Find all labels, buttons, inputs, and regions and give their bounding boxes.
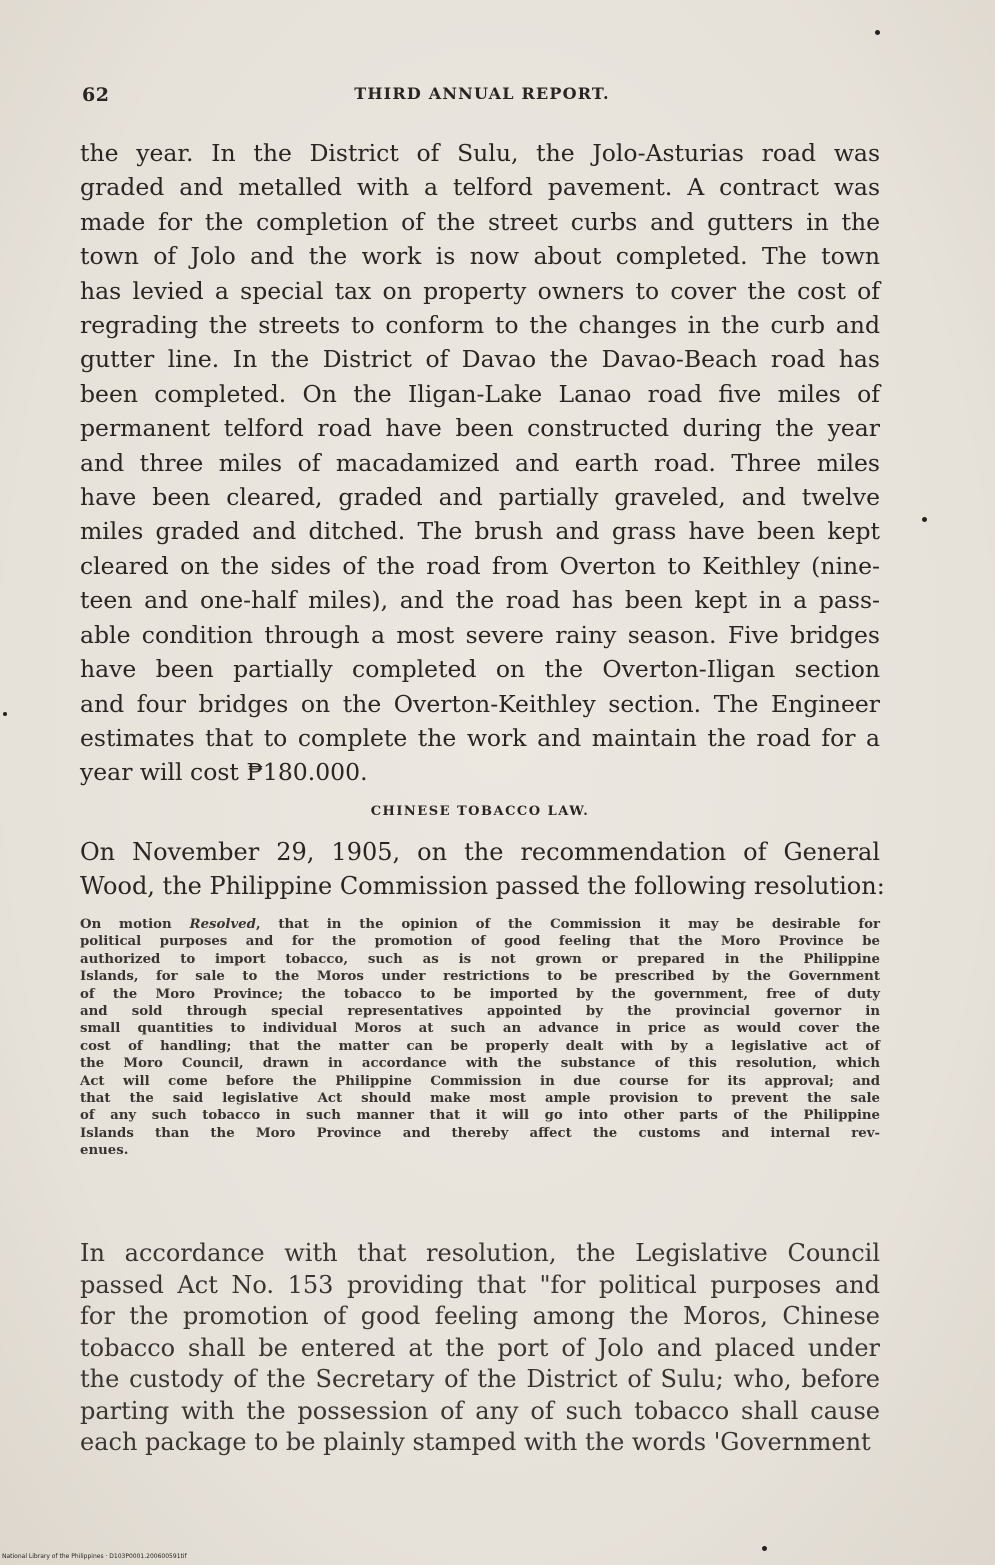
resolution-quote xyxy=(80,916,880,1160)
text-line: been completed. On the Iligan-Lake Lanao road five miles of xyxy=(80,379,880,408)
resolution-line: Islands than the Moro Province and thereby affect the customs and internal rev- xyxy=(80,1125,880,1141)
resolution-first-rest: , that in the opinion of the Commission it may be desirable for xyxy=(255,917,880,932)
resolution-line: Act will come before the Philippine Commission in due course for its approval; and xyxy=(80,1073,880,1089)
scan-speck xyxy=(922,517,927,522)
resolution-line: Islands, for sale to the Moros under restrictions to be prescribed by the Government xyxy=(80,969,880,985)
scan-speck xyxy=(762,1546,767,1551)
paragraph-act-153 xyxy=(80,1238,880,1459)
paragraph-intro-resolution xyxy=(80,835,885,903)
page-number: 62 xyxy=(82,84,110,106)
text-line: and three miles of macadamized and earth road. Three miles xyxy=(80,448,880,477)
text-line: has levied a special tax on property owners to cover the cost of xyxy=(80,276,880,305)
text-line: the year. In the District of Sulu, the Jolo-Asturias road was xyxy=(80,139,880,167)
text-line: town of Jolo and the work is now about completed. The town xyxy=(80,242,880,271)
text-line: able condition through a most severe rainy season. Five bridges xyxy=(80,620,880,649)
resolution-line: the Moro Council, drawn in accordance with the substance of this resolution, which xyxy=(80,1056,880,1072)
resolution-line: cost of handling; that the matter can be properly dealt with by a legislative act of xyxy=(80,1038,880,1054)
resolution-resolved: Resolved xyxy=(189,917,256,932)
text-line: estimates that to complete the work and maintain the road for a xyxy=(80,723,880,752)
scan-speck xyxy=(3,712,7,716)
resolution-line: of any such tobacco in such manner that it will go into other parts of the Philippine xyxy=(80,1108,880,1124)
text-line: passed Act No. 153 providing that "for political purposes and xyxy=(80,1270,880,1299)
text-line: have been cleared, graded and partially graveled, and twelve xyxy=(80,483,880,512)
paragraph-roads xyxy=(80,136,880,790)
resolution-line: that the said legislative Act should make most ample provision to prevent the sale xyxy=(80,1091,880,1107)
text-line: parting with the possession of any of such tobacco shall cause xyxy=(80,1396,880,1425)
resolution-line: political purposes and for the promotion of good feeling that the Moro Province be xyxy=(80,934,880,950)
text-line: the custody of the Secretary of the District of Sulu; who, before xyxy=(80,1365,880,1393)
resolution-line: authorized to import tobacco, such as is not grown or prepared in the Philippine xyxy=(80,951,880,967)
text-line: In accordance with that resolution, the Legislative Council xyxy=(80,1239,880,1267)
resolution-line: enues. xyxy=(80,1143,129,1159)
resolution-first-line xyxy=(80,916,880,933)
text-line: made for the completion of the street curbs and gutters in the xyxy=(80,207,880,236)
text-line: each package to be plainly stamped with the words 'Government xyxy=(80,1428,871,1456)
resolution-line: small quantities to individual Moros at such an advance in price as would cover the xyxy=(80,1021,880,1037)
scan-speck xyxy=(875,30,880,35)
text-line: gutter line. In the District of Davao the Davao-Beach road has xyxy=(80,345,880,374)
text-line: regrading the streets to conform to the changes in the curb and xyxy=(80,311,880,340)
page-header xyxy=(82,84,882,108)
resolution-line: and sold through special representatives appointed by the provincial governor in xyxy=(80,1004,880,1020)
text-line: permanent telford road have been constructed during the year xyxy=(80,414,880,443)
text-line: have been partially completed on the Overton-Iligan section xyxy=(80,655,880,684)
text-line: and four bridges on the Overton-Keithley section. The Engineer xyxy=(80,689,880,718)
resolution-prefix: On motion xyxy=(80,917,190,932)
text-line: teen and one-half miles), and the road has been kept in a pass- xyxy=(80,586,880,615)
text-line: cleared on the sides of the road from Overton to Keithley (nine- xyxy=(80,551,880,580)
resolution-line: of the Moro Province; the tobacco to be imported by the government, free of duty xyxy=(80,986,880,1002)
text-line: Wood, the Philippine Commission passed the following resolution: xyxy=(80,872,885,900)
footer-note: National Library of the Philippines · D103P0001.200600591tif xyxy=(2,1553,187,1560)
text-line: On November 29, 1905, on the recommendation of General xyxy=(80,838,880,866)
text-line: graded and metalled with a telford pavement. A contract was xyxy=(80,173,880,202)
text-line: miles graded and ditched. The brush and grass have been kept xyxy=(80,517,880,546)
text-line: for the promotion of good feeling among the Moros, Chinese xyxy=(80,1302,880,1330)
section-heading: CHINESE TOBACCO LAW. xyxy=(370,804,590,819)
running-title: THIRD ANNUAL REPORT. xyxy=(354,84,610,103)
text-line: tobacco shall be entered at the port of Jolo and placed under xyxy=(80,1333,880,1362)
text-line: year will cost ₱180.000. xyxy=(80,758,368,787)
